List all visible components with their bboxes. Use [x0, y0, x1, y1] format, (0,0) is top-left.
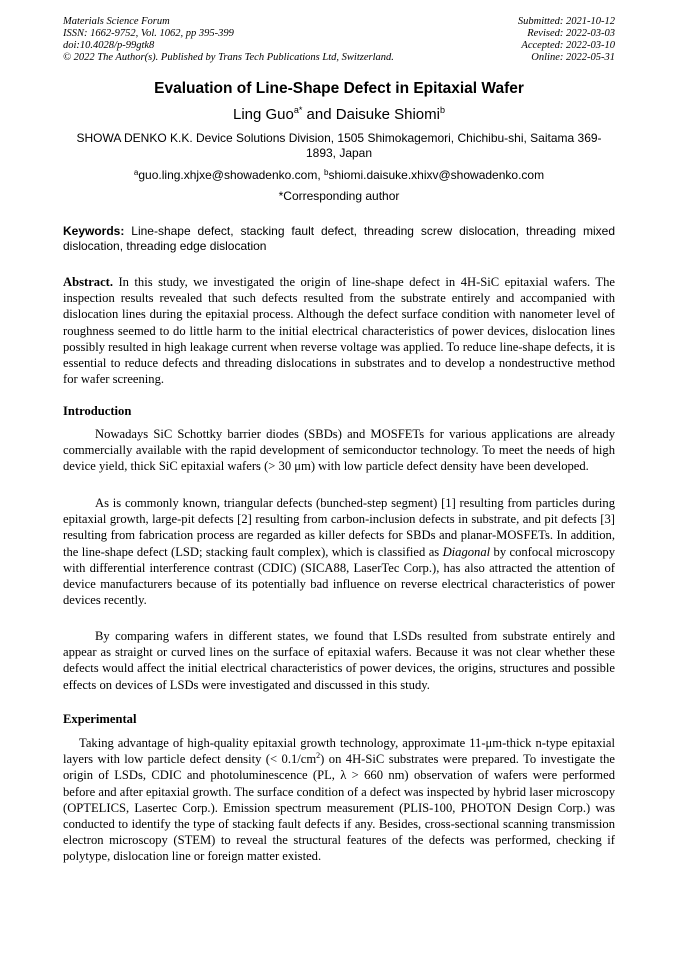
- exp-p1-sup: 2: [316, 751, 321, 761]
- author-conjunction: and: [302, 106, 336, 123]
- accepted-date: Accepted: 2022-03-10: [521, 40, 615, 51]
- email-a-mark: a: [133, 168, 139, 177]
- author-guo: Ling Guo: [232, 106, 294, 123]
- journal-header-right: [518, 16, 615, 64]
- intro-p2-italic: Diagonal: [442, 544, 491, 559]
- exp-p1-part1: Taking advantage of high-quality epitaxial growth technology, approximate 11-μm-thick n-type epitaxial layers with low particle defect density (< 0.1/cm: [63, 736, 615, 767]
- abstract-text: In this study, we investigated the origin of line-shape defect in 4H-SiC epitaxial wafers. The inspection results revealed that such defects resulted from the substrate entirely and accompanied with dislocation lines during the epitaxial process. Although the defect surface condition with nanometer level of roughness seemed to do little harm to the initial electrical characteristics of power devices, dislocation lines possibly resulted in high leakage current when reverse voltage was applied. To reduce line-shape defects, it is essential to reduce defects and threading dislocations in substrates and to develop a nondestructive method for wafer screening.: [63, 275, 615, 387]
- email-b-mark: b: [324, 168, 329, 177]
- journal-name: Materials Science Forum: [63, 16, 170, 27]
- abstract: [63, 274, 615, 387]
- keywords-text: Line-shape defect, stacking fault defect, threading screw dislocation, threading mixed dislocation, threading edge dislocation: [63, 224, 615, 253]
- intro-p2-part1: As is commonly known, triangular defects (bunched-step segment) [1] resulting from particles during epitaxial growth, large-pit defects [2] resulting from carbon-inclusion defects in substrate, and pit defects [3] resulting from fabrication process are regarded as killer defects for SBDs and planar-MOSFETs. In addition, the line-shape defect (LSD; stacking fault complex), which is classified as: [63, 496, 615, 559]
- intro-p2-part2: by confocal microscopy with differential interference contrast (CDIC) (SICA88, LaserTec Corp.), has also attracted the attention of device manufacturers because of its potentially bad influence on reverse electrical characteristics of power devices recently.: [63, 544, 615, 608]
- copyright-line: © 2022 The Author(s). Published by Trans Tech Publications Ltd, Switzerland.: [63, 52, 394, 63]
- corresponding-author: *Corresponding author: [278, 189, 400, 203]
- keywords-label: Keywords:: [63, 224, 125, 238]
- exp-p1-part2: ) on 4H-SiC substrates were prepared. To investigate the origin of LSDs, CDIC and photoluminescence (PL, λ > 660 nm) observation of wafers were performed before and after epitaxial growth. The surface condition of a defect was inspected by hybrid laser microscopy (OPTELICS, Lasertec Corp.). Emission spectrum measurement (PLIS-100, PHOTON Design Corp.) was conducted to identify the type of stacking fault defects if any. Besides, cross-sectional scanning transmission electron microscopy (STEM) to reveal the structural features of the defects was performed, checking if polytype, dislocation line or foreign matter existed.: [63, 752, 615, 864]
- keywords: [63, 224, 615, 253]
- experimental-paragraph-1: [63, 735, 615, 865]
- online-date: Online: 2022-05-31: [531, 52, 615, 63]
- author-shiomi-sup: b: [439, 105, 445, 115]
- introduction-heading: Introduction: [63, 404, 132, 418]
- author-guo-sup: a*: [293, 105, 303, 115]
- submitted-date: Submitted: 2021-10-12: [517, 16, 615, 27]
- author-shiomi: Daisuke Shiomi: [335, 106, 440, 123]
- journal-header-left: [63, 16, 394, 64]
- email-a: guo.ling.xhjxe@showadenko.com,: [138, 168, 324, 182]
- email-b: shiomi.daisuke.xhixv@showadenko.com: [328, 168, 545, 182]
- author-line: [0, 106, 678, 123]
- email-line: [0, 168, 678, 182]
- doi-line: doi:10.4028/p-99gtk8: [63, 40, 155, 51]
- revised-date: Revised: 2022-03-03: [527, 28, 615, 39]
- affiliation: SHOWA DENKO K.K. Device Solutions Division, 1505 Shimokagemori, Chichibu-shi, Saitama 369-1893, Japan: [76, 131, 602, 160]
- paper-title: Evaluation of Line-Shape Defect in Epitaxial Wafer: [154, 80, 524, 97]
- intro-paragraph-1: Nowadays SiC Schottky barrier diodes (SBDs) and MOSFETs for various applications are already commercially available with the rapid development of semiconductor technology. To meet the needs of high device yield, thick SiC epitaxial wafers (> 30 μm) with low particle defect density have been developed.: [63, 427, 615, 474]
- experimental-heading: Experimental: [63, 712, 137, 726]
- abstract-label: Abstract.: [63, 275, 114, 289]
- intro-paragraph-2: [63, 495, 615, 608]
- intro-paragraph-3: By comparing wafers in different states, we found that LSDs resulted from substrate entirely and appear as straight or curved lines on the surface of epitaxial wafers. Because it was not clear whether these defects would affect the initial electrical characteristics of power devices, the origins, structures and possible effects on devices of LSDs were investigated and discussed in this study.: [63, 629, 615, 692]
- issn-line: ISSN: 1662-9752, Vol. 1062, pp 395-399: [63, 28, 234, 39]
